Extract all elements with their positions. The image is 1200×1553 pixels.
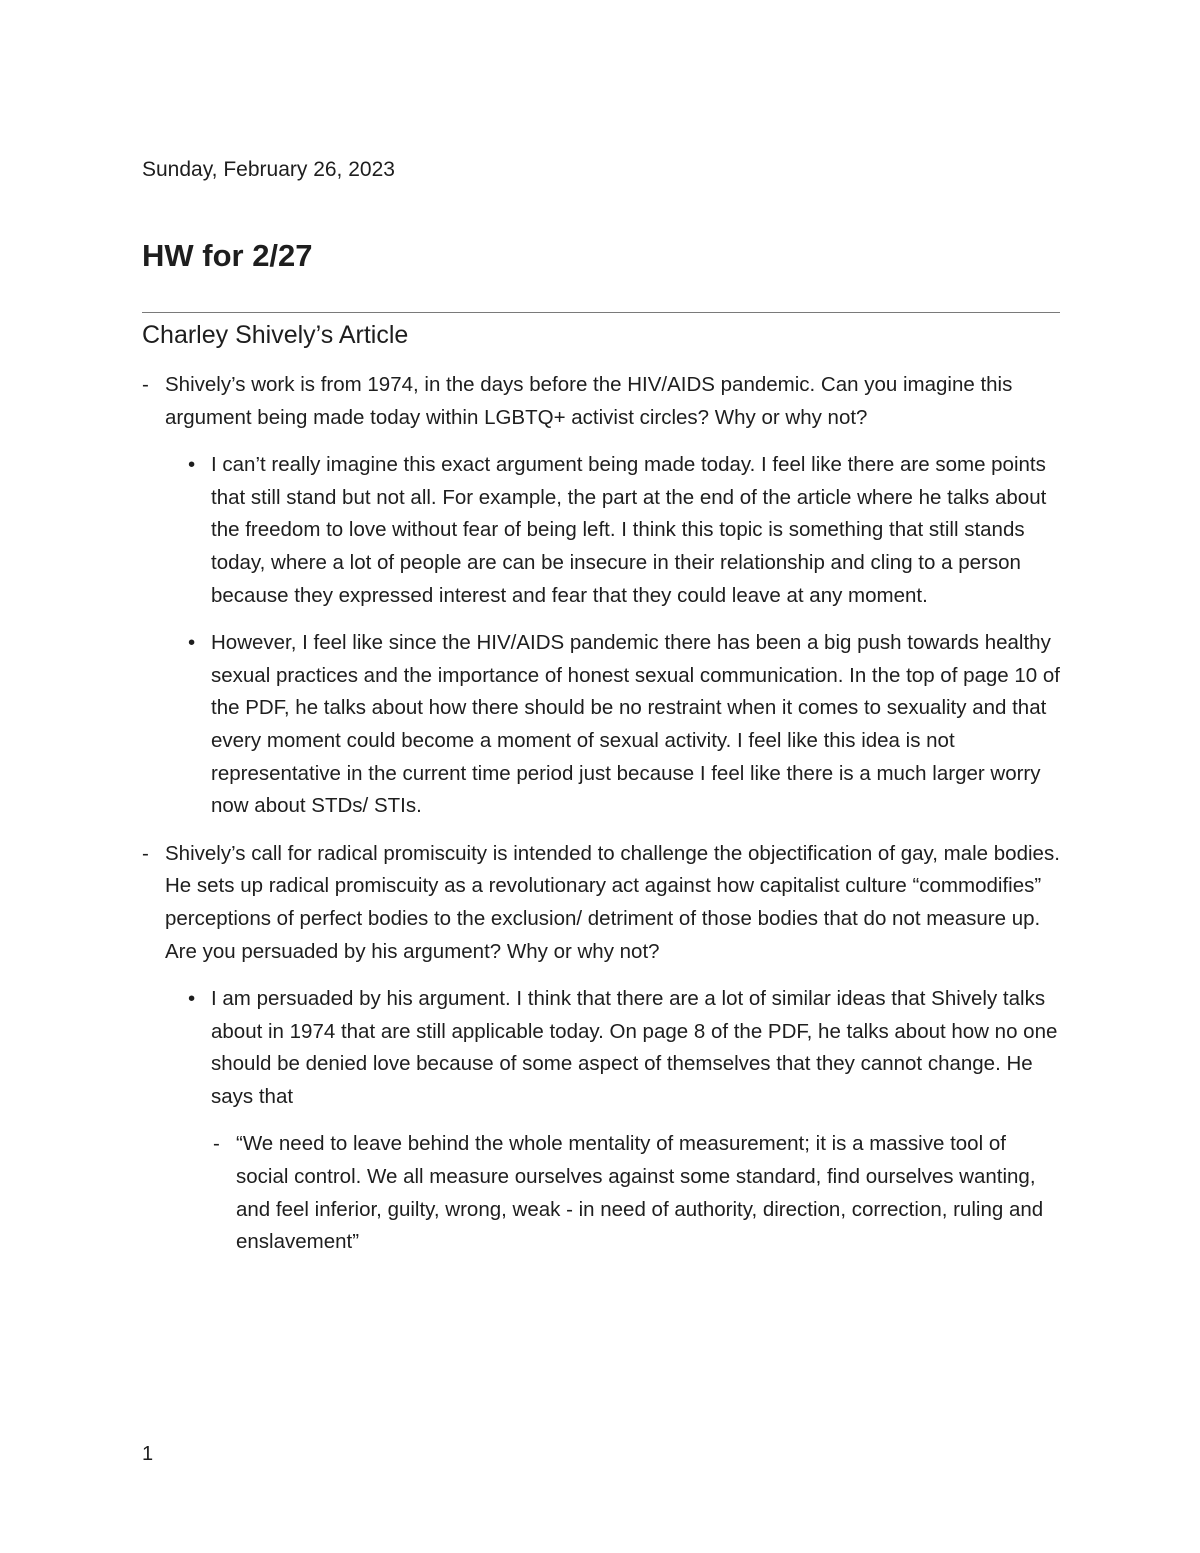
bullet-marker: • xyxy=(188,631,196,655)
question-1 xyxy=(142,369,1062,434)
question-text: Shively’s work is from 1974, in the days before the HIV/AIDS pandemic. Can you imagine this argument being made today within LGBTQ+ activist circles? Why or why not? xyxy=(165,373,1013,429)
question-2 xyxy=(142,838,1062,968)
answer-text: I am persuaded by his argument. I think that there are a lot of similar ideas that Shively talks about in 1974 that are still applicable today. On page 8 of the PDF, he talks about how no one should be denied love because of some aspect of themselves that they cannot change. He says that xyxy=(211,987,1058,1108)
answer-1a xyxy=(188,449,1062,612)
answer-text: I can’t really imagine this exact argument being made today. I feel like there are some points that still stand but not all. For example, the part at the end of the article where he talks about the freedom to love without fear of being left. I think this topic is something that still stands today, where a lot of people are can be insecure in their relationship and cling to a person because they expressed interest and fear that they could leave at any moment. xyxy=(211,453,1047,607)
dash-marker: - xyxy=(142,373,149,396)
notes-body xyxy=(142,369,1062,1274)
answer-text: However, I feel like since the HIV/AIDS pandemic there has been a big push towards healthy sexual practices and the importance of honest sexual communication. In the top of page 10 of the PDF, he talks about how there should be no restraint when it comes to sexuality and that every moment could become a moment of sexual activity. I feel like this idea is not representative in the current time period just because I feel like there is a much larger worry now about STDs/ STIs. xyxy=(211,631,1060,818)
title-divider xyxy=(142,312,1060,313)
answer-2a xyxy=(188,983,1062,1113)
dash-marker: - xyxy=(142,841,149,865)
quoted-passage xyxy=(213,1128,1062,1258)
question-text: Shively’s call for radical promiscuity is intended to challenge the objectification of gay, male bodies. He sets up radical promiscuity as a revolutionary act against how capitalist culture “commodifies” perceptions of perfect bodies to the exclusion/ detriment of those bodies that do not measure up. Are you persuaded by his argument? Why or why not? xyxy=(165,841,1060,963)
page-title: HW for 2/27 xyxy=(142,238,313,273)
quote-text: “We need to leave behind the whole mentality of measurement; it is a massive tool of social control. We all measure ourselves against some standard, find ourselves wanting, and feel inferior, guilty, wrong, weak - in need of authority, direction, correction, ruling and enslavement” xyxy=(236,1132,1044,1254)
bullet-marker: • xyxy=(188,453,196,477)
answer-1b xyxy=(188,627,1062,823)
note-date: Sunday, February 26, 2023 xyxy=(142,158,395,181)
dash-marker: - xyxy=(213,1132,220,1156)
section-heading: Charley Shively’s Article xyxy=(142,321,409,349)
page-number: 1 xyxy=(142,1443,154,1465)
bullet-marker: • xyxy=(188,987,196,1011)
